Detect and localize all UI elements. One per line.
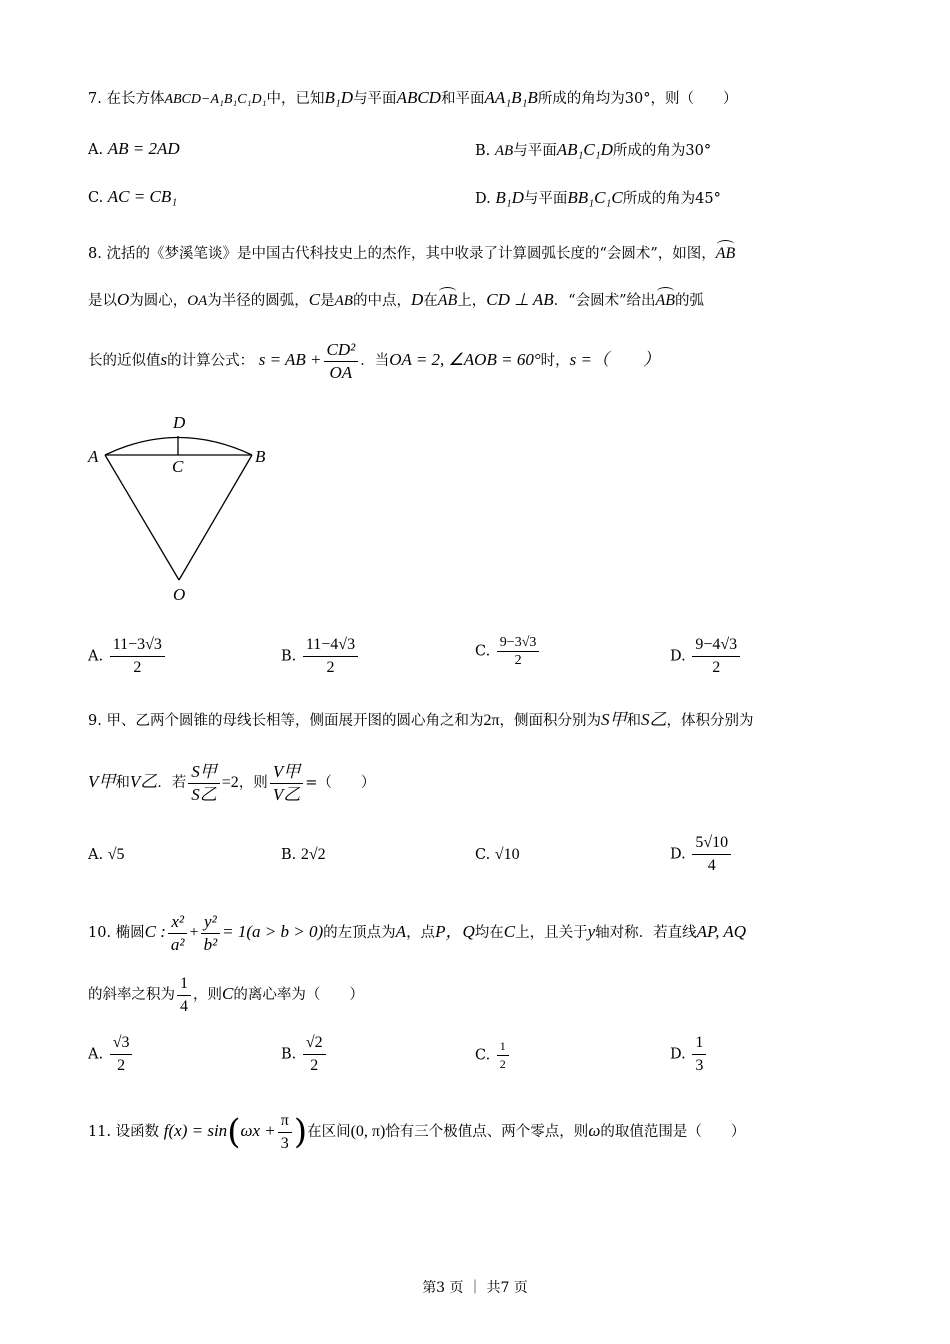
text: 椭圆 bbox=[115, 925, 145, 941]
numerator: 9−4√3 bbox=[692, 636, 740, 657]
question-10-line-2 bbox=[88, 972, 364, 1017]
option-label: D. bbox=[670, 1046, 686, 1063]
option-label: C. bbox=[475, 1047, 491, 1064]
arc-ab: AB bbox=[656, 287, 676, 311]
numerator: CD² bbox=[324, 341, 359, 362]
option-text: BB₁C₁C bbox=[567, 188, 623, 207]
fraction bbox=[324, 341, 359, 382]
math: A bbox=[395, 922, 407, 941]
math: 2π bbox=[483, 712, 500, 729]
numerator: 11−4√3 bbox=[303, 636, 358, 657]
label-b: B bbox=[255, 447, 266, 466]
option-text: 所成的角为30° bbox=[612, 143, 712, 159]
fraction bbox=[177, 975, 191, 1016]
denominator: 2 bbox=[133, 659, 142, 676]
math: V乙 bbox=[129, 772, 158, 791]
question-11-stem bbox=[88, 1109, 745, 1154]
q7-option-d[interactable] bbox=[475, 187, 721, 208]
text: 沈括的《梦溪笔谈》是中国古代科技史上的杰作，其中收录了计算圆弧长度的“会圆术”，如图， bbox=[106, 246, 716, 262]
text: 的取值范围是（ ） bbox=[600, 1124, 746, 1140]
denominator: 3 bbox=[280, 1134, 289, 1152]
numerator: π bbox=[278, 1112, 292, 1133]
label-c: C bbox=[172, 457, 184, 476]
math: S甲 bbox=[601, 710, 627, 729]
denominator: 2 bbox=[117, 1057, 126, 1074]
option-label: D. bbox=[670, 846, 686, 863]
text: 是 bbox=[320, 293, 335, 309]
math: =2 bbox=[221, 774, 239, 791]
denominator: 2 bbox=[499, 1057, 506, 1071]
math: s =（ ） bbox=[569, 350, 660, 369]
text: 上，且关于 bbox=[515, 925, 588, 941]
math: ω bbox=[588, 1121, 601, 1140]
option-text: AC = CB₁ bbox=[107, 187, 178, 206]
text: ，点 bbox=[406, 925, 436, 941]
fraction bbox=[278, 1112, 292, 1153]
question-number: 7. bbox=[88, 91, 102, 107]
paren-open: ( bbox=[227, 1112, 241, 1152]
q9-option-a[interactable] bbox=[88, 846, 124, 864]
option-text: AB = 2AD bbox=[107, 139, 180, 158]
option-label: C. bbox=[88, 190, 104, 206]
option-label: A. bbox=[88, 1046, 104, 1063]
text: =（ ） bbox=[305, 775, 376, 791]
denominator: OA bbox=[329, 362, 353, 382]
text: ，侧面积分别为 bbox=[499, 713, 602, 729]
denominator: 3 bbox=[695, 1057, 704, 1074]
question-number: 10. bbox=[88, 925, 112, 941]
question-8-line-3 bbox=[88, 340, 660, 382]
text: 和平面 bbox=[440, 91, 485, 107]
option-label: C. bbox=[475, 847, 491, 863]
option-text: 所成的角为45° bbox=[622, 191, 721, 207]
fraction bbox=[270, 763, 303, 804]
numerator: 11−3√3 bbox=[110, 636, 165, 657]
math: O bbox=[117, 290, 130, 309]
denominator: 2 bbox=[712, 659, 721, 676]
option-label: B. bbox=[281, 1046, 297, 1063]
text: 在长方体 bbox=[106, 91, 165, 107]
numerator: S甲 bbox=[188, 763, 220, 784]
text: 所成的角均为30°，则（ ） bbox=[537, 91, 738, 107]
numerator: 1 bbox=[692, 1034, 706, 1055]
label-a: A bbox=[88, 447, 99, 466]
text: 和 bbox=[626, 713, 642, 729]
text: 的中点， bbox=[352, 293, 411, 309]
arc-ab: AB bbox=[716, 240, 736, 264]
math: f(x) = sin bbox=[163, 1121, 228, 1140]
option-label: B. bbox=[281, 847, 297, 863]
text: 的左顶点为 bbox=[323, 925, 396, 941]
math: (0, π) bbox=[350, 1123, 386, 1140]
sector-figure bbox=[80, 405, 290, 610]
fraction bbox=[303, 1034, 326, 1075]
text: ，体积分别为 bbox=[666, 713, 754, 729]
text: ．“会圆术”给出 bbox=[553, 293, 656, 309]
radius-oa bbox=[105, 455, 179, 580]
fraction bbox=[110, 636, 165, 677]
q9-option-b[interactable] bbox=[281, 846, 326, 864]
numerator: x² bbox=[168, 913, 187, 934]
denominator: a² bbox=[170, 934, 185, 954]
math: ωx + bbox=[240, 1121, 276, 1140]
option-label: D. bbox=[670, 648, 686, 665]
q10-option-b[interactable] bbox=[281, 1034, 328, 1075]
fraction bbox=[692, 1034, 706, 1075]
text: 时， bbox=[540, 353, 570, 369]
label-d: D bbox=[173, 413, 186, 432]
numerator: V甲 bbox=[270, 763, 303, 784]
page-footer: 第3 页 ｜ 共7 页 bbox=[422, 1280, 528, 1296]
q9-option-d[interactable] bbox=[670, 834, 733, 875]
math: V甲 bbox=[88, 772, 116, 791]
text: 为半径的圆弧， bbox=[207, 293, 309, 309]
text: 设函数 bbox=[115, 1124, 160, 1140]
text: 恰有三个极值点、两个零点，则 bbox=[385, 1124, 589, 1140]
text: 和 bbox=[115, 775, 130, 791]
math: + bbox=[189, 924, 199, 941]
text: 的计算公式： bbox=[167, 353, 255, 369]
option-text: √10 bbox=[494, 846, 520, 863]
question-8-line-2 bbox=[88, 287, 704, 311]
text: 是以 bbox=[88, 293, 117, 309]
text: 上， bbox=[457, 293, 487, 309]
q10-option-d[interactable] bbox=[670, 1034, 708, 1075]
option-label: D. bbox=[475, 191, 491, 207]
option-text: AB₁C₁D bbox=[556, 140, 613, 159]
fraction bbox=[692, 834, 731, 875]
option-text: 与平面 bbox=[513, 143, 557, 159]
text: 为圆心， bbox=[129, 293, 188, 309]
text: ．当 bbox=[360, 353, 390, 369]
option-label: C. bbox=[475, 643, 491, 660]
q8-option-d[interactable] bbox=[670, 636, 742, 677]
denominator: 2 bbox=[326, 659, 335, 676]
question-number: 11. bbox=[88, 1124, 112, 1140]
question-number: 9. bbox=[88, 713, 102, 729]
math: AP, AQ bbox=[696, 922, 747, 941]
math: C bbox=[222, 984, 234, 1003]
math: = 1(a > b > 0) bbox=[222, 922, 324, 941]
option-label: B. bbox=[475, 143, 491, 159]
text: 长的近似值 bbox=[88, 353, 161, 369]
denominator: 4 bbox=[707, 857, 716, 874]
math: C bbox=[503, 922, 516, 941]
text: 与平面 bbox=[353, 91, 397, 107]
text: 的离心率为（ ） bbox=[233, 987, 364, 1003]
question-8-line-1 bbox=[88, 240, 735, 264]
fraction bbox=[110, 1034, 133, 1075]
text: 在 bbox=[423, 293, 438, 309]
math-plane: ABCD bbox=[396, 88, 441, 107]
arc-ab: AB bbox=[438, 287, 458, 311]
denominator: b² bbox=[203, 934, 218, 954]
numerator: y² bbox=[201, 913, 220, 934]
label-o: O bbox=[173, 585, 186, 604]
numerator: 1 bbox=[177, 975, 191, 996]
math-segment: B₁D bbox=[324, 88, 354, 107]
paren-close: ) bbox=[293, 1112, 308, 1152]
option-text: B₁D bbox=[495, 188, 524, 207]
option-label: A. bbox=[88, 142, 104, 158]
option-text: AB bbox=[494, 143, 514, 159]
denominator: 4 bbox=[180, 997, 188, 1015]
math-plane: AA₁B₁B bbox=[484, 88, 538, 107]
q7-option-b[interactable] bbox=[475, 139, 711, 160]
question-9-line-2 bbox=[88, 760, 375, 805]
denominator: V乙 bbox=[272, 784, 301, 804]
math-solid: ABCD−A₁B₁C₁D₁ bbox=[164, 92, 267, 107]
q8-option-c[interactable] bbox=[475, 636, 541, 667]
denominator: 2 bbox=[514, 653, 522, 668]
text: 的斜率之积为 bbox=[88, 987, 175, 1003]
q9-option-c[interactable] bbox=[475, 846, 520, 864]
fraction bbox=[201, 913, 221, 954]
fraction bbox=[188, 763, 220, 804]
math: C : bbox=[144, 922, 166, 941]
fraction bbox=[303, 636, 358, 677]
q7-option-c[interactable] bbox=[88, 187, 177, 207]
math: OA = 2, ∠AOB = 60° bbox=[389, 350, 541, 369]
text: 中，已知 bbox=[266, 91, 325, 107]
option-text: 2√2 bbox=[300, 846, 326, 863]
numerator: 5√10 bbox=[692, 834, 731, 855]
fraction bbox=[168, 913, 188, 954]
fraction bbox=[692, 636, 740, 677]
numerator: √3 bbox=[110, 1034, 133, 1055]
question-7-stem bbox=[88, 88, 738, 110]
question-9-line-1 bbox=[88, 710, 754, 731]
text: 在区间 bbox=[307, 1124, 351, 1140]
text: ．若 bbox=[157, 775, 187, 791]
q10-option-c[interactable] bbox=[475, 1040, 511, 1071]
q8-option-b[interactable] bbox=[281, 636, 360, 677]
q8-option-a[interactable] bbox=[88, 636, 167, 677]
math: s bbox=[160, 350, 168, 369]
text: ，则 bbox=[238, 775, 268, 791]
text: ，则 bbox=[193, 987, 222, 1003]
denominator: 2 bbox=[310, 1057, 319, 1074]
numerator: 1 bbox=[497, 1040, 509, 1056]
math: y bbox=[587, 922, 596, 941]
option-label: A. bbox=[88, 847, 104, 863]
math: OA bbox=[187, 293, 208, 309]
text: 甲、乙两个圆锥的母线长相等，侧面展开图的圆心角之和为 bbox=[106, 713, 484, 729]
q10-option-a[interactable] bbox=[88, 1034, 134, 1075]
math: AB bbox=[334, 293, 353, 309]
math: s = AB + bbox=[258, 350, 322, 369]
math: C bbox=[308, 290, 321, 309]
question-number: 8. bbox=[88, 246, 102, 262]
question-10-line-1 bbox=[88, 910, 746, 955]
text: 的弧 bbox=[675, 293, 705, 309]
fraction bbox=[497, 636, 540, 667]
option-text: 与平面 bbox=[523, 191, 568, 207]
text: 均在 bbox=[474, 925, 504, 941]
math: S乙 bbox=[641, 710, 667, 729]
math: CD ⊥ AB bbox=[486, 290, 554, 309]
option-text: √5 bbox=[107, 846, 125, 863]
fraction bbox=[497, 1040, 509, 1071]
option-label: A. bbox=[88, 648, 104, 665]
q7-option-a[interactable] bbox=[88, 139, 180, 159]
math: D bbox=[410, 290, 424, 309]
radius-ob bbox=[179, 455, 252, 580]
math: P，Q bbox=[435, 922, 475, 941]
numerator: √2 bbox=[303, 1034, 326, 1055]
denominator: S乙 bbox=[191, 784, 217, 804]
option-label: B. bbox=[281, 648, 297, 665]
numerator: 9−3√3 bbox=[497, 636, 540, 652]
text: 轴对称．若直线 bbox=[595, 925, 697, 941]
